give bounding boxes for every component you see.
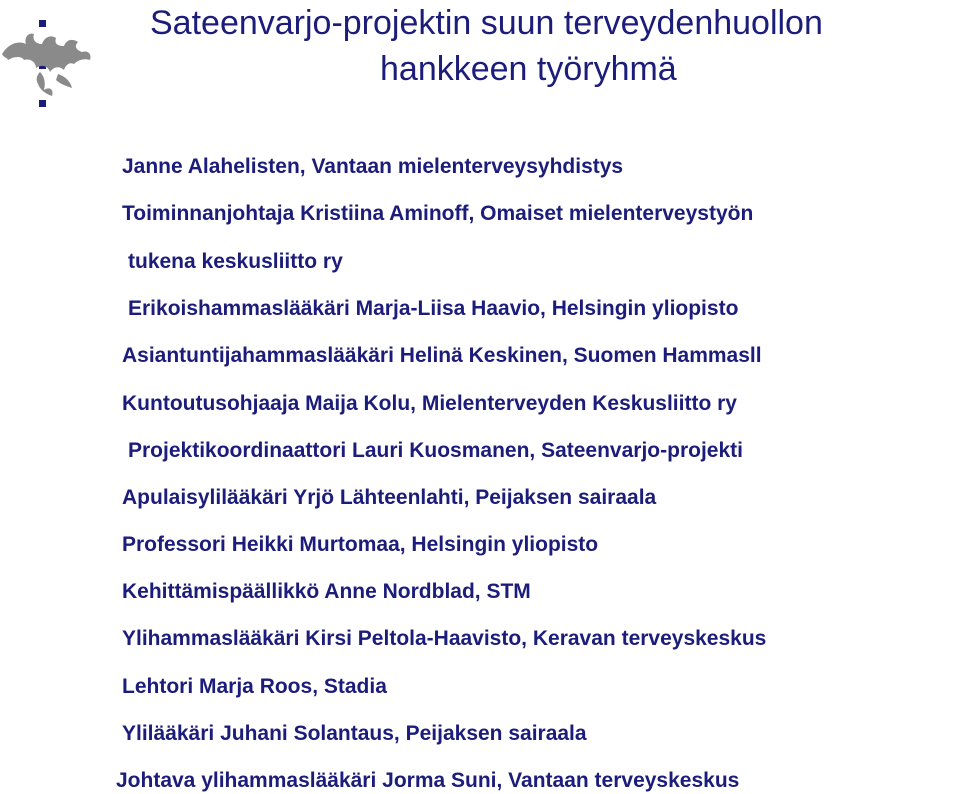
list-item: Ylilääkäri Juhani Solantaus, Peijaksen sairaala: [122, 722, 587, 745]
flame-crest-icon: [0, 0, 100, 115]
list-item: Kuntoutusohjaaja Maija Kolu, Mielenterveyden Keskusliitto ry: [122, 392, 737, 415]
slide-title-line-2: hankkeen työryhmä: [380, 50, 677, 88]
list-item: Professori Heikki Murtomaa, Helsingin yliopisto: [122, 533, 599, 556]
slide-title: [150, 0, 960, 92]
slide-title-line-1: Sateenvarjo-projektin suun terveydenhuollon: [150, 4, 823, 42]
list-item: Kehittämispäällikkö Anne Nordblad, STM: [122, 580, 531, 603]
list-item: Janne Alahelisten, Vantaan mielenterveysyhdistys: [122, 155, 624, 178]
list-item: tukena keskusliitto ry: [128, 250, 343, 273]
list-item: Lehtori Marja Roos, Stadia: [122, 675, 387, 698]
list-item: Toiminnanjohtaja Kristiina Aminoff, Omaiset mielenterveystyön: [122, 202, 754, 225]
list-item: Projektikoordinaattori Lauri Kuosmanen, Sateenvarjo-projekti: [128, 439, 743, 462]
list-item: Ylihammaslääkäri Kirsi Peltola-Haavisto, Keravan terveyskeskus: [122, 627, 767, 650]
list-item: Asiantuntijahammaslääkäri Helinä Keskinen, Suomen Hammasll: [122, 344, 762, 367]
list-item: Johtava ylihammaslääkäri Jorma Suni, Vantaan terveyskeskus: [116, 769, 740, 792]
list-item: Erikoishammaslääkäri Marja-Liisa Haavio, Helsingin yliopisto: [128, 297, 739, 320]
list-item: Apulaisylilääkäri Yrjö Lähteenlahti, Peijaksen sairaala: [122, 486, 657, 509]
